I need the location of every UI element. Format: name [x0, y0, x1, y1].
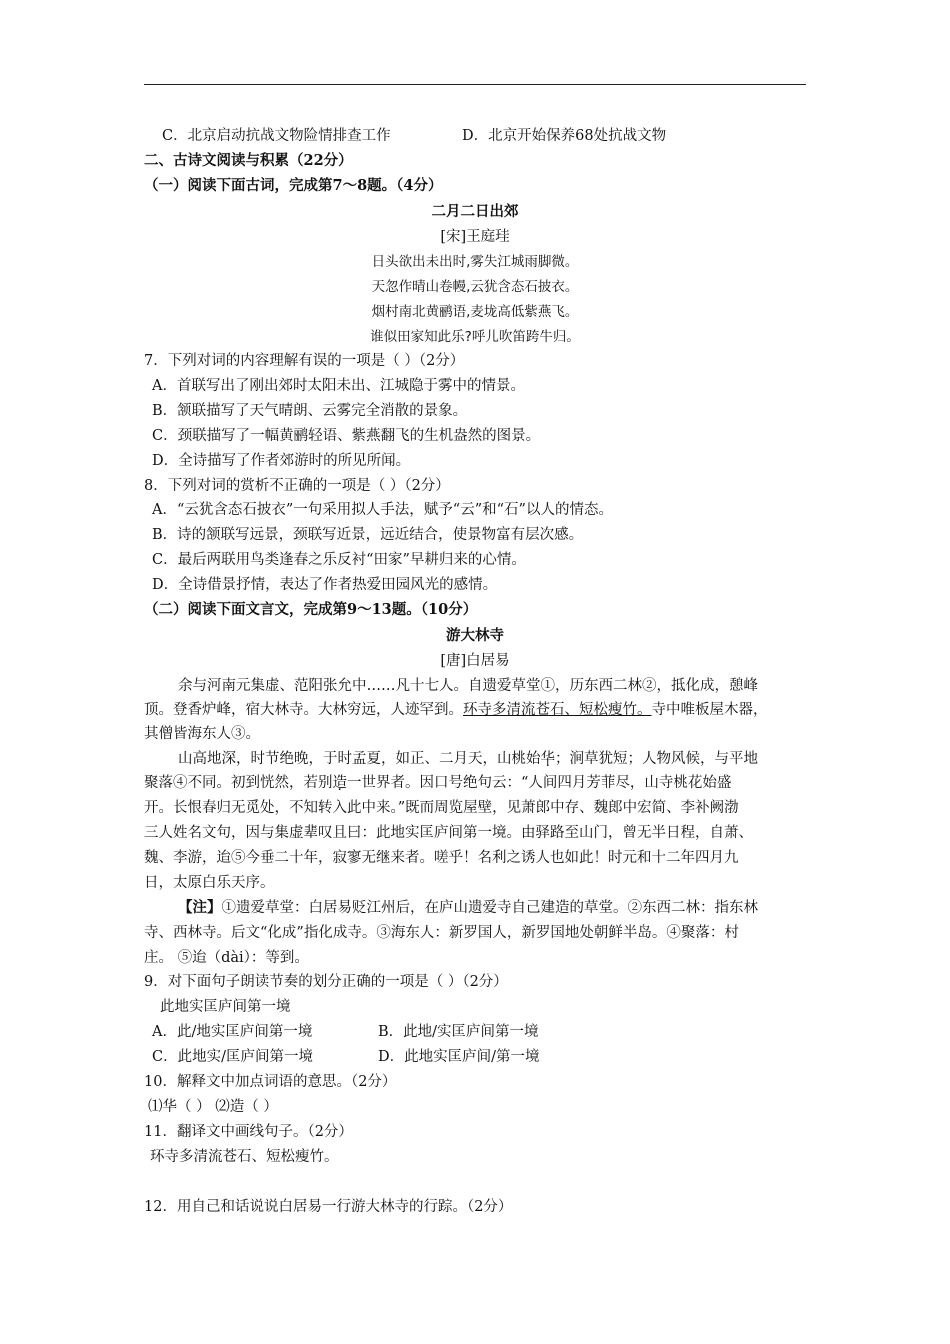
poem-author: [宋]王庭珪 — [440, 229, 510, 245]
q8-option-a: A．“云犹含态石披衣”一句采用拟人手法，赋予“云”和“石”以人的情态。 — [152, 502, 613, 518]
note-label: 【注】 — [178, 899, 222, 916]
part1-title: （一）阅读下面古词，完成第7～8题。（4分） — [144, 177, 443, 194]
essay-line — [144, 700, 768, 720]
q8-option-b: B．诗的颔联写远景，颈联写近景，远近结合，使景物富有层次感。 — [152, 527, 584, 543]
q10-stem: 10．解释文中加点词语的意思。（2分） — [144, 1074, 397, 1090]
poem-line: 烟村南北黄鹂语,麦垅高低紫燕飞。 — [371, 304, 579, 320]
essay-text: 寺中唯板屋木器， — [651, 702, 768, 718]
essay-line: 三人姓名文句，因与集虚辈叹且曰：此地实匡庐间第一境。由驿路至山门，曾无半日程，自萧、 — [144, 825, 753, 841]
q7-option-a: A．首联写出了刚出郊时太阳未出、江城隐于雾中的情景。 — [152, 378, 525, 394]
note-text: ①遗爱草堂：白居易贬江州后，在庐山遗爱寺自己建造的草堂。②东西二林：指东林 — [221, 900, 758, 916]
essay-line — [144, 773, 731, 793]
q9-sentence: 此地实匡庐间第一境 — [160, 999, 291, 1015]
poem-title: 二月二日出郊 — [431, 203, 519, 220]
q9-stem: 9．对下面句子朗读节奏的划分正确的一项是（ ）（2分） — [144, 974, 508, 990]
q9-option-b: B．此地/实匡庐间第一境 — [378, 1024, 539, 1040]
essay-text: 顶。登香炉峰，宿大林寺。大林穷远，人迹罕到。 — [144, 702, 463, 718]
q9-option-c: C．此地实/匡庐间第一境 — [152, 1049, 313, 1065]
q7-option-d: D．全诗描写了作者郊游时的所见所闻。 — [152, 453, 411, 469]
essay-line — [178, 749, 758, 769]
underlined-sentence: 环寺多清流苍石、短松瘦竹。 — [463, 702, 652, 718]
essay-text: 山高地深，时节绝晚，于时孟夏，如正、二月天，山桃始 — [178, 751, 541, 767]
essay-line: 魏、李游，迨⑤今垂二十年，寂寥无继来者。嗟乎！名利之诱人也如此！时元和十二年四月九 — [144, 850, 739, 866]
q7-option-c: C．颈联描写了一幅黄鹂轻语、紫燕翻飞的生机盎然的图景。 — [152, 428, 541, 444]
essay-line: 余与河南元集虚、范阳张允中……凡十七人。自遗爱草堂①，历东西二林②，抵化成，憩峰 — [178, 678, 758, 694]
essay-line: 开。长恨春归无觅处，不知转入此中来。”既而周览屋壁，见萧郎中存、魏郎中宏简、李补阙渤 — [144, 800, 739, 816]
q8-stem: 8．下列对词的赏析不正确的一项是（ ）（2分） — [144, 478, 450, 494]
essay-author: [唐]白居易 — [440, 653, 510, 669]
q10-items: ⑴华（ ） ⑵造（ ） — [148, 1099, 278, 1115]
essay-text: 一世界者。因口号绝句云：“人间四月芳菲尽，山寺桃花始盛 — [347, 775, 732, 791]
essay-line: 日，太原白乐天序。 — [144, 875, 275, 891]
q6-option-d: D．北京开始保养68处抗战文物 — [462, 128, 667, 144]
q7-option-b: B．颔联描写了天气晴朗、云雾完全消散的景象。 — [152, 403, 468, 419]
essay-text: ；涧草犹短；人物风候，与平地 — [555, 751, 758, 767]
q8-option-c: C．最后两联用鸟类逢春之乐反衬“田家”早耕归来的心情。 — [152, 552, 526, 568]
essay-title: 游大林寺 — [446, 627, 504, 644]
part2-title: （二）阅读下面文言文，完成第9～13题。（10分） — [144, 601, 478, 618]
q9-option-a: A．此/地实匡庐间第一境 — [152, 1024, 313, 1040]
header-rule — [144, 84, 806, 85]
q9-option-d: D．此地实匡庐间/第一境 — [378, 1049, 540, 1065]
dotted-word-zao: 造 — [332, 775, 347, 791]
dotted-word-hua: 华 — [540, 751, 555, 767]
note-line: 寺、西林寺。后文“化成”指化成寺。③海东人：新罗国人，新罗国地处朝鲜半岛。④聚落：村 — [144, 925, 739, 941]
poem-line: 天忽作晴山卷幔,云犹含态石披衣。 — [371, 279, 579, 295]
q11-stem: 11．翻译文中画线句子。（2分） — [144, 1124, 353, 1140]
poem-line: 日头欲出未出时,雾失江城雨脚微。 — [371, 254, 579, 270]
essay-line: 其僧皆海东人③。 — [144, 726, 260, 742]
poem-line: 谁似田家知此乐?呼儿吹笛跨牛归。 — [370, 329, 580, 345]
note-line: 庄。 ⑤迨（dài）：等到。 — [144, 950, 309, 966]
q8-option-d: D．全诗借景抒情，表达了作者热爱田园风光的感情。 — [152, 577, 498, 593]
q6-option-c: C．北京启动抗战文物险情排查工作 — [162, 128, 391, 144]
q11-sentence: 环寺多清流苍石、短松瘦竹。 — [150, 1149, 339, 1165]
essay-text: 聚落④不同。初到恍然，若别 — [144, 775, 333, 791]
q12-stem: 12．用自己和话说说白居易一行游大林寺的行踪。（2分） — [144, 1199, 513, 1215]
note-line — [178, 898, 758, 918]
section-title: 二、古诗文阅读与积累（22分） — [144, 152, 353, 169]
q7-stem: 7．下列对词的内容理解有误的一项是（ ）（2分） — [144, 353, 465, 369]
